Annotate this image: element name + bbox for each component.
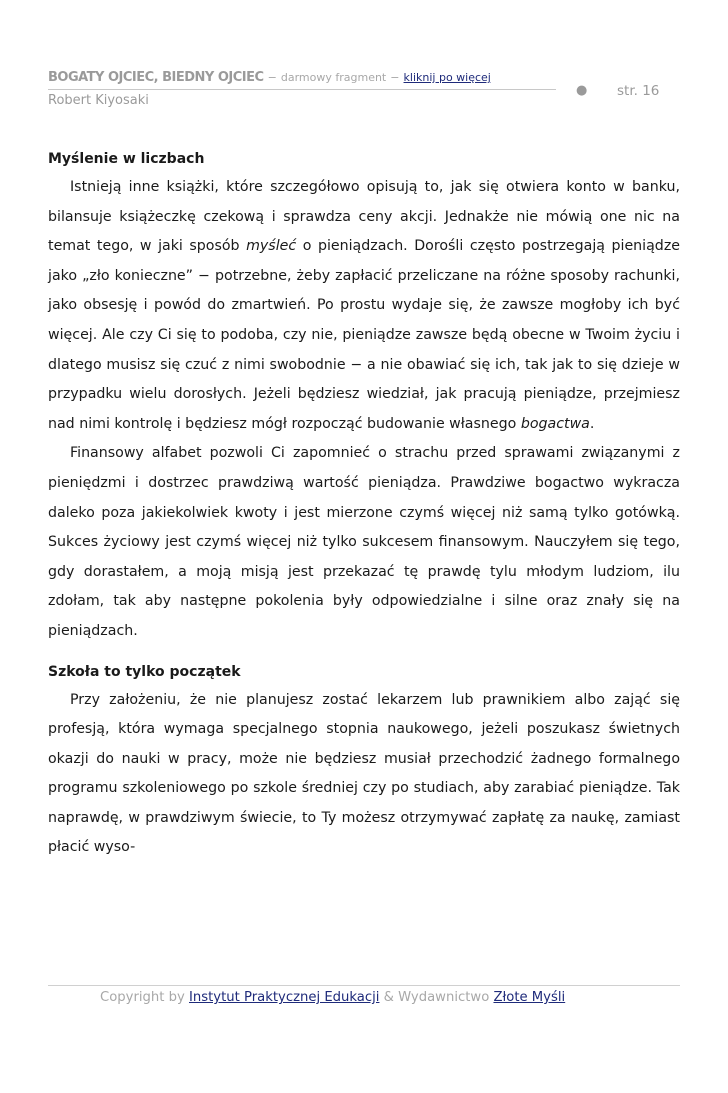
publisher-link-ipe[interactable]: Instytut Praktycznej Edukacji <box>189 990 380 1005</box>
header-dash-2: − <box>390 71 400 84</box>
publisher-link-zm[interactable]: Złote Myśli <box>493 990 566 1005</box>
bullet-icon: ● <box>576 83 588 98</box>
page-content <box>48 145 680 863</box>
paragraph: Finansowy alfabet pozwoli Ci zapomnieć o strachu przed sprawami związanymi z pieniędzmi i dostrzec prawdziwą wartość pieniądza. Prawdziwe bogactwo wykracza daleko poza jakiekolwiek kwoty i jest mierzone czymś więcej niż samą tylko gotówką. Sukces życiowy jest czymś więcej niż tylko sukcesem finansowym. Nauczyłem się tego, gdy dorastałem, a moją misją jest przekazać tę prawdę tylu młodym ludziom, ilu zdołam, tak aby następne pokolenia były odpowiedzialne i silne oraz znały się na pieniądzach. <box>48 445 680 639</box>
footer-divider <box>48 985 680 986</box>
emphasis: bogactwa <box>520 415 590 432</box>
page-header <box>48 70 680 116</box>
section-heading: Myślenie w liczbach <box>48 151 205 167</box>
book-title: BOGATY OJCIEC, BIEDNY OJCIEC − darmowy fragment − kliknij po więcej <box>48 70 491 85</box>
page-footer: Copyright by Instytut Praktycznej Edukacji & Wydawnictwo Złote Myśli <box>100 990 566 1005</box>
more-link[interactable]: kliknij po więcej <box>403 71 491 84</box>
page-number: str. 16 <box>617 83 660 99</box>
header-dash: − <box>267 71 277 84</box>
emphasis: myśleć <box>246 238 297 255</box>
section-heading: Szkoła to tylko początek <box>48 663 241 680</box>
header-subtitle: darmowy fragment <box>280 71 387 84</box>
paragraph: Przy założeniu, że nie planujesz zostać lekarzem lub prawnikiem albo zająć się profesją, która wymaga specjalnego stopnia naukowego, jeżeli poszukasz świetnych okazji do nauki w pracy, może nie będziesz musiał przechodzić żadnego formalnego programu szkoleniowego po szkole średniej czy po studiach, aby zarabiać pieniądze. Tak naprawdę, w prawdziwym świecie, to Ty możesz otrzymywać zapłatę za naukę, zamiast płacić wyso- <box>48 691 680 856</box>
paragraph: Istnieją inne książki, które szczegółowo opisują to, jak się otwiera konto w banku, bilansuje książeczkę czekową i sprawdza ceny akcji. Jednakże nie mówią one nic na temat tego, w jaki sposób myśleć o pieniądzach. Dorośli często postrzegają pieniądze jako „zło konieczne” − potrzebne, żeby zapłacić przeliczane na różne sposoby rachunki, jako obsesję i powód do zmartwień. Po prostu wydaje się, że zawsze mogłoby ich być więcej. Ale czy Ci się to podoba, czy nie, pieniądze zawsze będą obecne w Twoim życiu i dlatego musisz się czuć z nimi swobodnie − a nie obawiać się ich, tak jak to się dzieje w przypadku wielu dorosłych. Jeżeli będziesz wiedział, jak pracują pieniądze, przejmiesz nad nimi kontrolę i będziesz mógł rozpocząć budowanie własnego bogactwa. <box>48 179 680 432</box>
author-name: Robert Kiyosaki <box>48 93 149 108</box>
header-divider <box>48 89 556 90</box>
